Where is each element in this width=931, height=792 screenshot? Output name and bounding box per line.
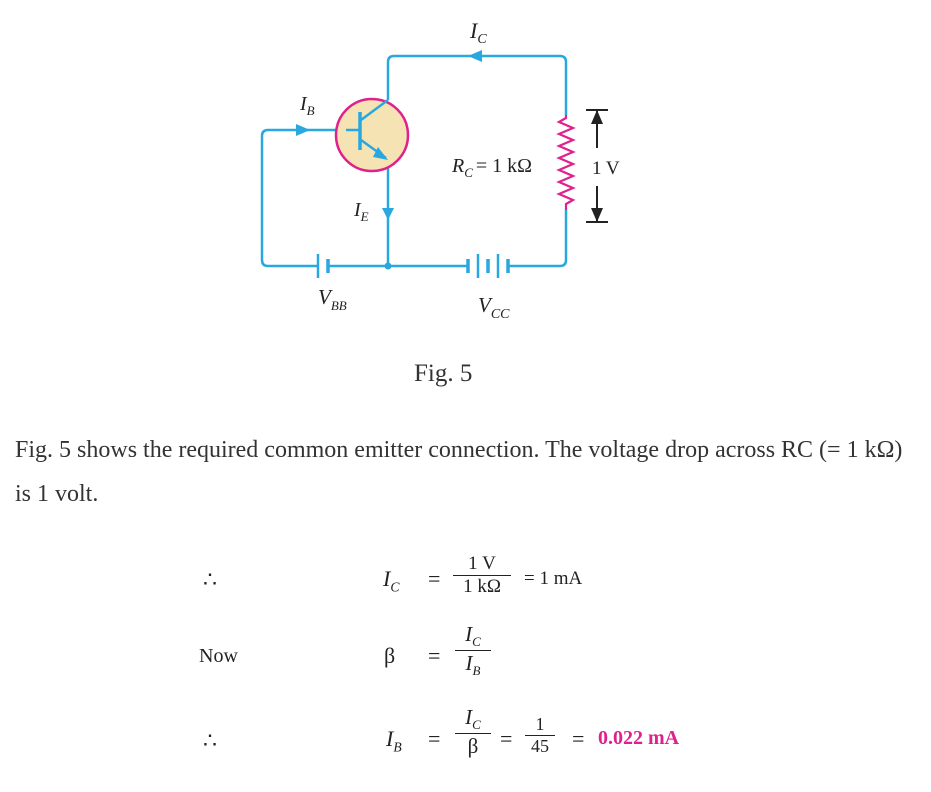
ib-arrow-icon xyxy=(296,124,310,136)
therefore-symbol-2: ∴ xyxy=(203,728,217,753)
label-ic: $I_C$ xyxy=(470,18,487,47)
resistor-rc xyxy=(559,115,573,210)
body-paragraph: Fig. 5 shows the required common emitter connection. The voltage drop across RC (= 1 kΩ) is 1 volt. xyxy=(15,437,903,507)
eq2-lhs: β xyxy=(384,643,396,668)
eq3-denominator-1: β xyxy=(467,734,479,759)
eq1-denominator: 1 kΩ xyxy=(463,576,501,597)
eq3-equals: = xyxy=(428,726,441,751)
label-ie: $I_E$ xyxy=(354,199,369,224)
transistor-symbol xyxy=(336,95,408,171)
battery-vbb xyxy=(318,254,328,278)
now-label: Now xyxy=(199,645,238,667)
label-voltage-drop: 1 V xyxy=(592,158,620,179)
label-vcc: $V_{CC}$ xyxy=(478,293,510,322)
eq3-fraction-2 xyxy=(525,714,555,757)
eq3-result: 0.022 mA xyxy=(598,727,680,749)
eq3-numerator-1: $I_C$ xyxy=(465,705,481,733)
eq1-result: = 1 mA xyxy=(524,568,583,589)
battery-vcc xyxy=(468,254,508,278)
eq3-fraction-1 xyxy=(455,705,491,759)
eq3-denominator-2: 45 xyxy=(531,736,549,756)
eq1-numerator: 1 V xyxy=(468,553,496,574)
eq3-lhs: $I_B$ xyxy=(386,726,402,755)
eq1-equals: = xyxy=(428,566,441,591)
eq3-numerator-2: 1 xyxy=(535,714,545,734)
eq1-lhs: $I_C$ xyxy=(383,566,400,595)
eq2-fraction xyxy=(455,622,491,679)
eq3-equals-2: = xyxy=(500,726,513,751)
label-rc: $R_C = 1$ kΩ xyxy=(452,155,533,180)
therefore-symbol-1: ∴ xyxy=(203,567,217,592)
eq2-denominator: $I_B$ xyxy=(465,651,481,679)
eq1-fraction xyxy=(453,553,511,598)
eq3-equals-3: = xyxy=(572,726,585,751)
eq2-equals: = xyxy=(428,643,441,668)
ie-arrow-icon xyxy=(382,208,394,220)
junction-node xyxy=(385,263,392,270)
ic-arrow-icon xyxy=(468,50,482,62)
label-vbb: $V_{BB}$ xyxy=(318,285,347,313)
eq2-numerator: $I_C$ xyxy=(465,622,481,650)
figure-caption: Fig. 5 xyxy=(414,360,473,387)
label-ib: $I_B$ xyxy=(300,93,315,118)
